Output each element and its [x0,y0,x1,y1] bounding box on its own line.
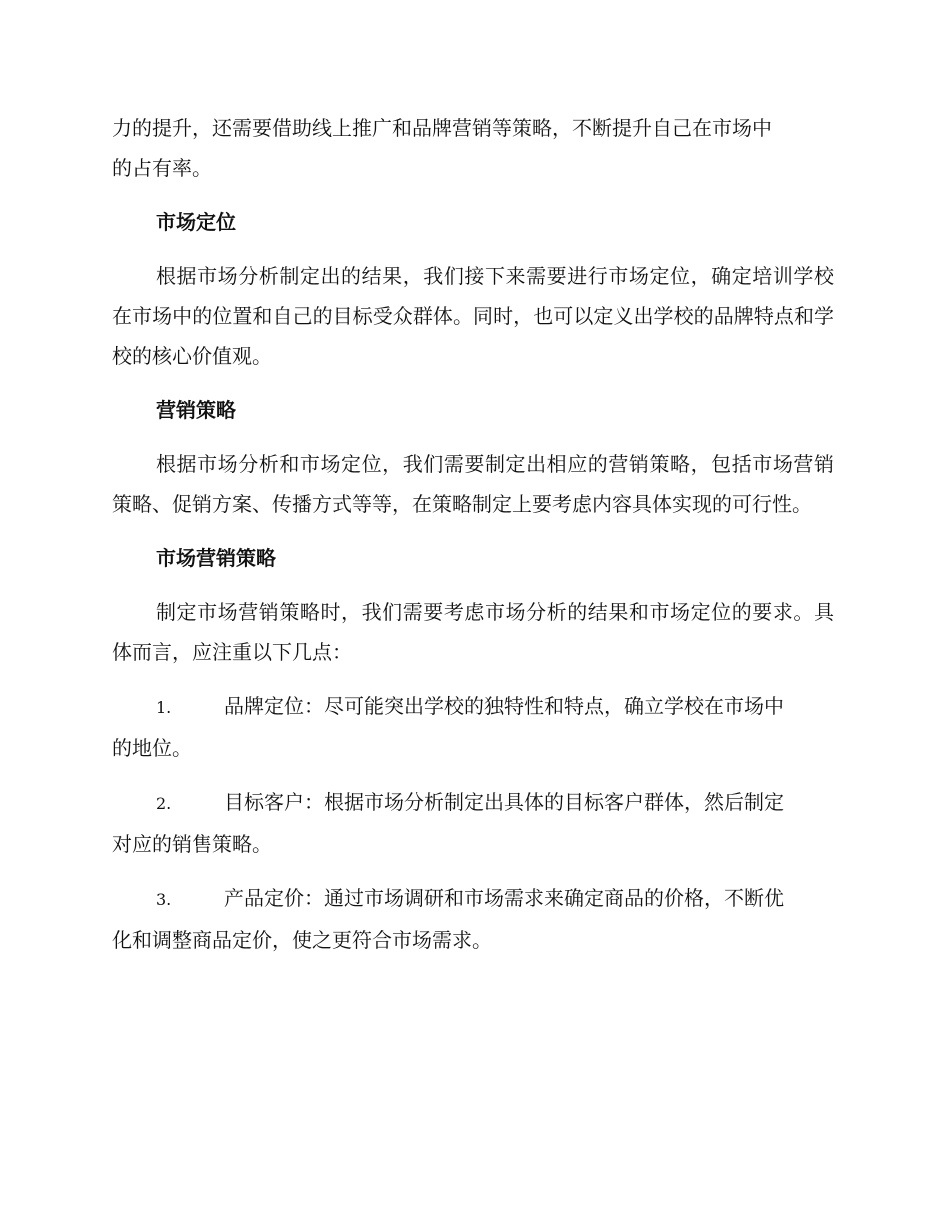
list-item-continuation: 的地位。 [112,736,192,760]
heading-marketing-strategy: 营销策略 [156,398,236,422]
list-item-text: 品牌定位：尽可能突出学校的独特性和特点，确立学校在市场中 [224,694,784,718]
heading-market-marketing-strategy: 市场营销策略 [156,546,276,570]
marketing-strategy-paragraph: 根据市场分析和市场定位，我们需要制定出相应的营销策略，包括市场营销策略、促销方案、传播方式等等，在策略制定上要考虑内容具体实现的可行性。 [112,452,834,516]
intro-paragraph-line-2: 的占有率。 [112,156,212,180]
list-item-continuation: 化和调整商品定价，使之更符合市场需求。 [112,928,492,952]
list-item-text: 目标客户：根据市场分析制定出具体的目标客户群体，然后制定 [224,790,784,814]
market-marketing-paragraph: 制定市场营销策略时，我们需要考虑市场分析的结果和市场定位的要求。具体而言，应注重以下几点： [112,600,834,664]
document-body [112,108,834,974]
heading-market-positioning: 市场定位 [156,210,236,234]
list-number: 3. [156,890,172,909]
list-item-text: 产品定价：通过市场调研和市场需求来确定商品的价格，不断优 [224,886,784,910]
list-item [112,782,834,864]
list-item-continuation: 对应的销售策略。 [112,832,272,856]
list-item-first-line [112,878,834,920]
list-number: 2. [156,794,172,813]
intro-paragraph-line-1: 力的提升，还需要借助线上推广和品牌营销等策略，不断提升自己在市场中 [112,116,772,140]
list-item [112,878,834,960]
list-number: 1. [156,698,172,717]
list-item-first-line [112,782,834,824]
market-positioning-paragraph: 根据市场分析制定出的结果，我们接下来需要进行市场定位，确定培训学校在市场中的位置和自己的目标受众群体。同时，也可以定义出学校的品牌特点和学校的核心价值观。 [112,264,834,368]
list-item-first-line [112,686,834,728]
list-item [112,686,834,768]
